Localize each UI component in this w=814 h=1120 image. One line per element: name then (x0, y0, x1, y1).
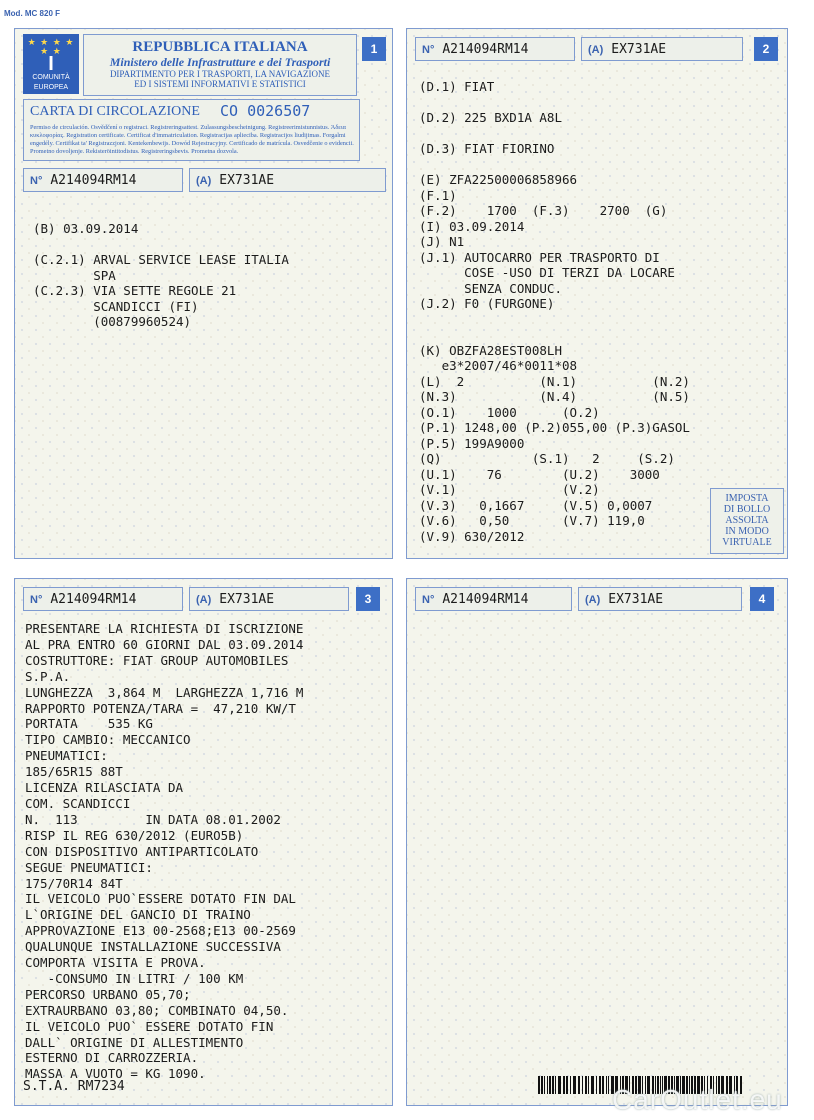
plate-label: (A) (196, 175, 212, 187)
department-line-2: ED I SISTEMI INFORMATIVI E STATISTICI (134, 79, 306, 89)
plate-label: (A) (196, 594, 212, 606)
panel-number-2: 2 (754, 37, 778, 61)
republic-title: REPUBBLICA ITALIANA (132, 39, 308, 55)
stamp-duty-box: IMPOSTA DI BOLLO ASSOLTA IN MODO VIRTUALE (710, 488, 784, 554)
document-number-label: N° (422, 594, 435, 606)
carta-translations: Permiso de circulación. Osvědčení o registraci. Registreringsattest. Zulassungsbescheinigung. Registreerimistunnistus. Άδεια κυκλοφορίας. Registration certificate. Certificat d'immatriculation. Registracijas apliecība. Registracijos liudijimas. Forgalmi engedély. Certifikat ta' Registrazzjoni. Kentekenbewijs. Dowód Rejestracyjny. Certificado de matrícula. Osvedčenie o evidencii. Prometno dovoljenje. Rekisteröintitodistus. Registreringsbevis. Prometna dozvola. (30, 124, 354, 155)
annotations: PRESENTARE LA RICHIESTA DI ISCRIZIONE AL PRA ENTRO 60 GIORNI DAL 03.09.2014 COSTRUTTORE: FIAT GROUP AUTOMOBILES S.P.A. LUNGHEZZA 3,864 M LARGHEZZA 1,716 M RAPPORTO POTENZA/TARA = 47,210 KW/T PORTATA 535 KG TIPO CAMBIO: MECCANICO PNEUMATICI: 185/65R15 88T LICENZA RILASCIATA DA COM. SCANDICCI N. 113 IN DATA 08.01.2002 RISP IL REG 630/2012 (EURO5B) CON DISPOSITIVO ANTIPARTICOLATO SEGUE PNEUMATICI: 175/70R14 84T IL VEICOLO PUO`ESSERE DOTATO FIN DAL L`ORIGINE DEL GANCIO DI TRAINO APPROVAZIONE E13 00-2568;E13 00-2569 QUALUNQUE INSTALLAZIONE SUCCESSIVA COMPORTA VISITA E PROVA. -CONSUMO IN LITRI / 100 KM PERCORSO URBANO 05,70; EXTRAURBANO 03,80; COMBINATO 04,50. IL VEICOLO PUO` ESSERE DOTATO FIN DALL` ORIGINE DI ALLESTIMENTO ESTERNO DI CARROZZERIA. MASSA A VUOTO = KG 1090. (25, 621, 304, 1082)
holder-details: (B) 03.09.2014 (C.2.1) ARVAL SERVICE LEASE ITALIA SPA (C.2.3) VIA SETTE REGOLE 21 SCANDICCI (FI) (00879960524) (33, 221, 289, 329)
carta-header (23, 99, 360, 161)
plate-field (581, 37, 743, 61)
panel-number-1: 1 (362, 37, 386, 61)
plate-value: EX731AE (608, 592, 664, 607)
ministry-name: Ministero delle Infrastrutture e dei Trasporti (109, 55, 331, 69)
sta-code: S.T.A. RM7234 (23, 1079, 125, 1094)
eu-country-numeral: I (48, 53, 54, 75)
carta-number: CO 0026507 (220, 102, 311, 120)
plate-value: EX731AE (219, 592, 275, 607)
plate-label: (A) (588, 44, 604, 56)
document-number-label: N° (30, 594, 43, 606)
eu-label-1: COMUNITÀ (32, 74, 70, 81)
plate-value: EX731AE (219, 173, 275, 188)
document-number-value: A214094RM14 (442, 42, 529, 57)
document-number-label: N° (30, 175, 43, 187)
plate-field (189, 168, 386, 192)
panel-1 (14, 28, 393, 559)
document-number-label: N° (422, 44, 435, 56)
panel-2 (406, 28, 788, 559)
document-number-value: A214094RM14 (442, 592, 529, 607)
document-number-field (415, 587, 572, 611)
panel-4 (406, 578, 788, 1106)
plate-field (189, 587, 349, 611)
panel-number-3: 3 (356, 587, 380, 611)
republic-header (83, 34, 357, 96)
document-number-field (23, 168, 183, 192)
panel-3 (14, 578, 393, 1106)
document-number-value: A214094RM14 (50, 592, 137, 607)
plate-value: EX731AE (611, 42, 667, 57)
eu-label-2: EUROPEA (33, 84, 69, 91)
document-number-field (415, 37, 575, 61)
department-line-1: DIPARTIMENTO PER I TRASPORTI, LA NAVIGAZIONE (109, 69, 331, 79)
carta-title: CARTA DI CIRCOLAZIONE (30, 104, 200, 119)
plate-label: (A) (585, 594, 601, 606)
vehicle-data: (D.1) FIAT (D.2) 225 BXD1A A8L (D.3) FIAT FIORINO (E) ZFA22500006858966 (F.1) (F.2) 1700 (F.3) 2700 (G) (I) 03.09.2014 (J) N1 (J.1) AUTOCARRO PER TRASPORTO DI COSE -USO DI TERZI DA LOCARE SENZA CONDUC. (J.2) F0 (FURGONE) (K) OBZFA28EST008LH e3*2007/46*0011*08 (L) 2 (N.1) (N.2) (N.3) (N.4) (N.5) (O.1) 1000 (O.2) (P.1) 1248,00 (P.2)055,00 (P.3)GASOL (P.5) 199A9000 (Q) (S.1) 2 (S.2) (U.1) 76 (U.2) 3000 (V.1) (V.2) (V.3) 0,1667 (V.5) 0,0007 (V.6) 0,50 (V.7) 119,0 (V.9) 630/2012 (419, 79, 690, 544)
document-number-value: A214094RM14 (50, 173, 137, 188)
watermark: CarOutlet.eu (612, 1084, 783, 1115)
plate-field (578, 587, 742, 611)
form-model-label: Mod. MC 820 F (4, 9, 61, 18)
document-number-field (23, 587, 183, 611)
panel-number-4: 4 (750, 587, 774, 611)
eu-stars-icon: ★ ★ ★ ★ ★ ★ (27, 37, 75, 56)
eu-emblem (23, 34, 79, 94)
